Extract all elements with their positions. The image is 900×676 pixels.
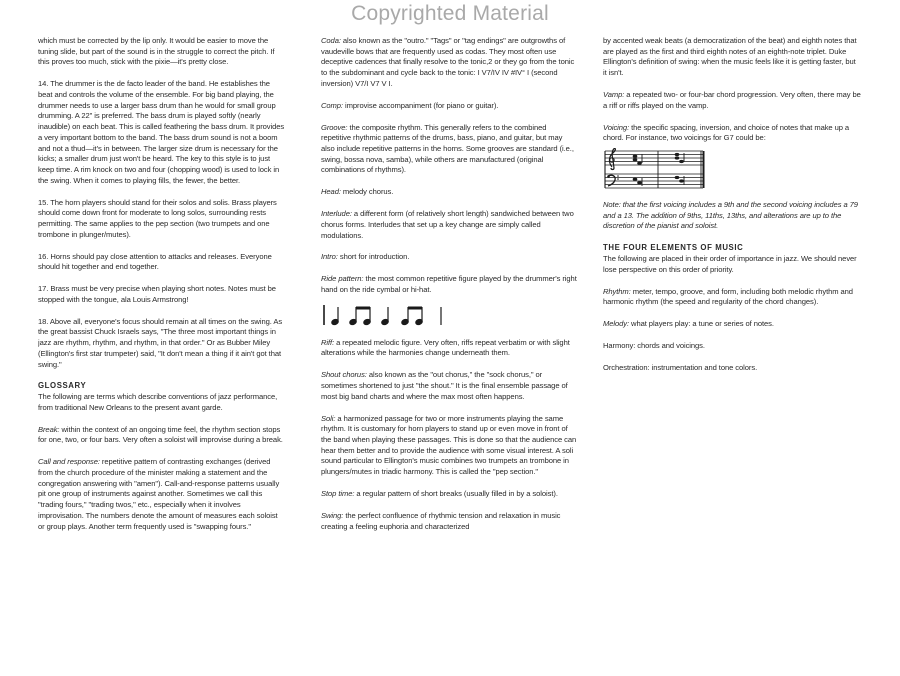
- four-elements-intro: The following are placed in their order of importance in jazz. We should never lose perspective on this order of priority.: [603, 254, 857, 274]
- treble-clef: [609, 148, 615, 169]
- paragraph-item-17: 17. Brass must be very precise when playing short notes. Notes must be stopped with the tongue, ala Louis Armstrong!: [38, 284, 276, 304]
- paragraph-continued: which must be corrected by the lip only. It would be easier to move the tuning slide, but part of the sound is in the struggle to correct the pitch. If this proves too much, stick with the pixie—it's pretty close.: [38, 36, 275, 67]
- term-definition: melody chorus.: [340, 187, 394, 197]
- eighth-note-pair: [401, 306, 423, 325]
- paragraph-item-18: 18. Above all, everyone's focus should remain at all times on the swing. As the great bassist Chuck Israels says, "The three most important things in jazz are rhythm, rhythm, and rhythm, in that order." Or as Bubber Miley (Ellington's first star trumpeter) said, "It don't mean a thing if it ain't got that swing.": [38, 316, 283, 369]
- glossary-entry-interlude: [321, 209, 577, 241]
- term-definition: the perfect confluence of rhythmic tension and relaxation in music creating a feeling euphoria and characterized: [321, 510, 561, 531]
- quarter-note: [331, 307, 339, 326]
- glossary-entry-stop-time: [321, 489, 577, 500]
- element-rhythm: [603, 287, 861, 308]
- glossary-entry-vamp: [603, 90, 861, 111]
- glossary-intro: The following are terms which describe conventions of jazz performance, from traditional New Orleans to the present avant garde.: [38, 392, 278, 412]
- column-right: [603, 36, 861, 676]
- term-label: Ride pattern:: [321, 274, 364, 284]
- glossary-entry-comp: [321, 101, 577, 112]
- term-definition: also known as the "outro." "Tags" or "tag endings" are outgrowths of vaudeville bows that are frequently used as codas. They most often use deceptive cadences that finally resolve to the tonic,2 or they go from the tonic to the subdominant and cycle back to the tonic: I V7/IV IV #IV° I (second inversion) V7/I V7 V I.: [321, 36, 575, 88]
- glossary-entry-voicing: [603, 123, 861, 144]
- term-definition: repetitive pattern of contrasting exchanges (derived from the church procedure of the minister making a statement and the congregation answering with "amen"). Call-and-response patterns usually pit one group of instruments against another. Sometimes we call this "trading fours," "trading twos," etc., especially when it involves improvisation. The numbers denote the amount of measures each soloist or group plays. Another term frequently used is "swapping fours.": [38, 457, 280, 531]
- glossary-entry-head: [321, 187, 577, 198]
- column-middle: [321, 36, 577, 676]
- glossary-entry-swing: [321, 511, 577, 532]
- voicing-note: Note: that the first voicing includes a 9th and the second voicing includes a 79 and a 13. The addition of 9ths, 11ths, 13ths, and alterations are up to the discretion of the pianist and soloist.: [603, 200, 858, 231]
- ride-pattern-notation: [321, 302, 451, 328]
- eighth-note-pair: [349, 306, 371, 325]
- glossary-entry-groove: [321, 123, 577, 177]
- glossary-entry-ride-pattern: [321, 274, 577, 295]
- glossary-entry-intro: [321, 252, 577, 263]
- paragraph-item-15: 15. The horn players should stand for their solos and solis. Brass players should come down front for moderate to long solos, surrounding rests permitting. The same applies to the pep section (two trumpets and one trombone in plunger/mutes).: [38, 197, 277, 239]
- term-label: Call and response:: [38, 457, 100, 467]
- paragraph-item-16: 16. Horns should pay close attention to attacks and releases. Everyone should hit together and end together.: [38, 251, 272, 272]
- term-definition: a harmonized passage for two or more instruments playing the same rhythm. It is customary for horn players to stand up or even move in front of the band when playing these passages. This is done so that the audience can hear them better and to provide the audience with some visual interest. A soli sound particular to Ellington's music combines two trumpets an trombone in plungers/mutes in triadic harmony. This is called the "pep section.": [321, 413, 577, 477]
- term-definition: short for introduction.: [337, 252, 410, 262]
- term-definition: the specific spacing, inversion, and choice of notes that make up a chord. For instance, two voicings for G7 could be:: [603, 122, 850, 143]
- glossary-entry-shout-chorus: [321, 370, 577, 402]
- glossary-heading: GLOSSARY: [38, 381, 87, 391]
- term-label: Intro:: [321, 252, 338, 262]
- glossary-entry-coda: [321, 36, 577, 90]
- glossary-entry-break: [38, 425, 286, 446]
- term-definition: a repeated melodic figure. Very often, riffs repeat verbatim or with slight alterations while the harmonies change underneath them.: [321, 337, 570, 358]
- term-label: Soli:: [321, 413, 336, 423]
- term-definition: a regular pattern of short breaks (usually filled in by a soloist).: [354, 489, 558, 499]
- grand-staff-lines: [605, 151, 703, 188]
- term-definition: a repeated two- or four-bar chord progression. Very often, there may be a riff or riffs played on the vamp.: [603, 90, 861, 110]
- term-label: Swing:: [321, 510, 344, 520]
- term-definition: the composite rhythm. This generally refers to the combined repetitive rhythmic patterns of the drums, bass, piano, and guitar, but may also include repetitive patterns in the horns. Some grooves are standard (i.e., swing, bossa nova, samba), while others are manufactured (original combinations of rhythms).: [321, 122, 574, 175]
- g7-voicings-notation: [603, 148, 707, 192]
- term-label: Rhythm:: [603, 286, 631, 296]
- paragraph-item-14: 14. The drummer is the de facto leader of the band. He establishes the beat and controls the volume of the ensemble. For big band playing, the drummer needs to use a larger bass drum than he would for small group drumming. A 22" is preferred. The bass drum is played softly (nearly inaudible) on each beat. This is called feathering the bass drum. It provides a very important bottom to the band. The bass drum sound is not a boom and not a thud—it's in between. The larger size drum is necessary for the kicks; a smaller drum just won't be heard. The key to this style is to just keep time. A rim knock on two and four (chopping wood) is used to lock in the swing. When it comes to playing fills, the fewer, the better.: [38, 79, 285, 185]
- glossary-entry-soli: [321, 414, 577, 478]
- term-definition: the most common repetitive figure played by the drummer's right hand on the ride cymbal or hi-hat.: [321, 274, 577, 295]
- term-definition: what players play: a tune or series of notes.: [629, 319, 774, 329]
- term-label: Voicing:: [603, 122, 630, 132]
- glossary-entry-riff: [321, 338, 577, 359]
- term-label: Comp:: [321, 100, 343, 110]
- element-orchestration: Orchestration: instrumentation and tone colors.: [603, 362, 758, 372]
- term-label: Break:: [38, 424, 60, 434]
- term-label: Riff:: [321, 337, 335, 347]
- element-harmony: Harmony: chords and voicings.: [603, 341, 705, 351]
- term-label: Vamp:: [603, 90, 625, 99]
- term-label: Stop time:: [321, 489, 355, 499]
- term-definition: meter, tempo, groove, and form, including both melodic rhythm and harmonic rhythm (the speed and regularity of the chord changes).: [603, 286, 853, 307]
- term-definition: improvise accompaniment (for piano or guitar).: [342, 100, 499, 110]
- term-definition: within the context of an ongoing time feel, the rhythm section stops for one, two, or four bars. Very often a soloist will improvise during a break.: [38, 424, 283, 445]
- term-label: Coda:: [321, 36, 341, 45]
- term-label: Interlude:: [321, 209, 352, 219]
- term-definition: a different form (of relatively short length) sandwiched between two chorus forms. Interludes that set up a key change are simply called modulations.: [321, 209, 574, 240]
- column-left: [38, 36, 286, 676]
- four-elements-heading: THE FOUR ELEMENTS OF MUSIC: [603, 243, 744, 253]
- element-melody: [603, 319, 861, 330]
- term-definition: also known as the "out chorus," the "sock chorus," or sometimes shortened to just "the shout." It is the final ensemble passage of most big band charts and where the max most often happens.: [321, 370, 568, 401]
- swing-definition-continued: by accented weak beats (a democratization of the beat) and eighth notes that are played as the first and third eighth notes of an eighth-note triplet. Duke Ellington's definition of swing: when the music feels like it is getting faster, but it isn't.: [603, 36, 857, 78]
- term-label: Melody:: [603, 319, 630, 329]
- term-label: Groove:: [321, 122, 348, 132]
- term-label: Head:: [321, 187, 341, 197]
- quarter-note: [381, 307, 389, 326]
- copyright-watermark: Copyrighted Material: [351, 2, 549, 25]
- term-label: Shout chorus:: [321, 370, 367, 380]
- glossary-entry-call-and-response: [38, 457, 286, 532]
